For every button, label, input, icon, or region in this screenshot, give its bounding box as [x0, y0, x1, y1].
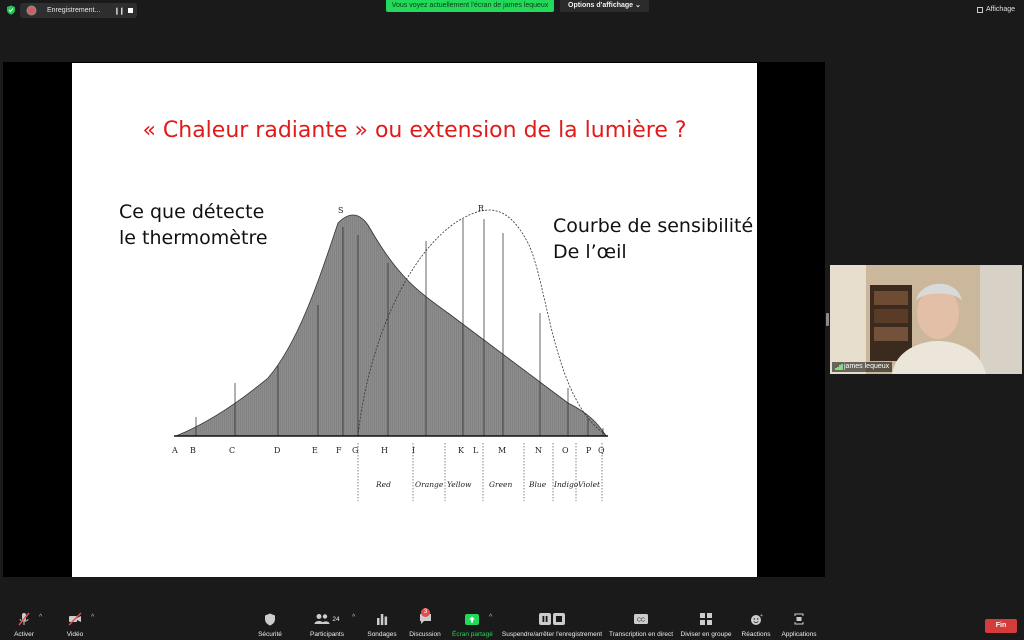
svg-text:Orange: Orange — [415, 480, 444, 489]
participant-name-tag — [832, 362, 892, 372]
breakout-rooms-button[interactable] — [680, 612, 732, 638]
display-button[interactable] — [974, 4, 1018, 16]
share-options-chevron-icon[interactable]: ^ — [489, 614, 493, 621]
microphone-muted-icon — [10, 612, 38, 626]
view-options-label: Options d'affichage — [568, 2, 634, 9]
camera-off-icon — [62, 612, 88, 626]
svg-text:I: I — [412, 446, 416, 455]
participants-count: 24 — [332, 615, 340, 623]
presentation-slide — [72, 63, 757, 577]
svg-text:Blue: Blue — [529, 480, 547, 489]
audio-options-chevron-icon[interactable]: ^ — [39, 614, 43, 621]
pause-stop-recording-label: Suspendre/arrêter l'enregistrement — [501, 631, 603, 638]
svg-text:M: M — [498, 446, 507, 455]
reactions-button[interactable] — [741, 612, 771, 638]
video-button[interactable] — [62, 612, 88, 638]
viewing-screen-banner: Vous voyez actuellement l'écran de james lequeux — [386, 0, 554, 12]
breakout-rooms-icon — [680, 612, 732, 626]
participants-icon — [307, 612, 347, 626]
right-caption-line1: Courbe de sensibilité — [553, 215, 754, 237]
slide-title: « Chaleur radiante » ou extension de la lumière ? — [142, 118, 687, 143]
svg-text:K: K — [458, 446, 464, 455]
right-caption-line2: De l’œil — [553, 241, 627, 263]
svg-text:+: + — [759, 612, 763, 619]
axis-letters — [171, 446, 605, 455]
participant-video-image — [830, 265, 1022, 374]
stop-recording-icon[interactable] — [128, 8, 133, 13]
svg-text:N: N — [535, 446, 542, 455]
peak-label-r: R — [478, 204, 485, 213]
color-labels — [375, 480, 601, 489]
meeting-toolbar — [0, 606, 1024, 640]
share-screen-button[interactable] — [452, 612, 492, 638]
live-transcription-button[interactable] — [609, 612, 673, 638]
svg-text:O: O — [562, 446, 569, 455]
svg-text:E: E — [312, 446, 318, 455]
grid-icon — [977, 7, 983, 13]
signal-strength-icon — [835, 364, 842, 370]
participant-name: james lequeux — [844, 363, 890, 370]
heat-curve — [176, 215, 606, 436]
security-button[interactable] — [255, 612, 285, 638]
left-caption-line1: Ce que détecte — [119, 201, 265, 223]
svg-text:L: L — [473, 446, 479, 455]
chat-button[interactable] — [408, 609, 442, 638]
polls-bar-chart-icon — [367, 612, 397, 626]
apps-label: Applications — [781, 631, 817, 638]
recording-dot-icon — [28, 7, 35, 14]
apps-icon — [780, 612, 818, 626]
participants-options-chevron-icon[interactable]: ^ — [352, 614, 356, 621]
video-panel-resize-handle[interactable] — [826, 313, 829, 326]
svg-text:Violet: Violet — [578, 480, 601, 489]
video-options-chevron-icon[interactable]: ^ — [91, 614, 95, 621]
breakout-rooms-label: Diviser en groupe — [680, 631, 732, 638]
participant-video-tile[interactable] — [830, 265, 1022, 374]
polls-button[interactable] — [367, 612, 397, 638]
svg-text:F: F — [336, 446, 342, 455]
svg-text:G: G — [352, 446, 359, 455]
pause-stop-icon — [500, 612, 604, 626]
shield-icon[interactable] — [6, 5, 16, 15]
security-shield-icon — [255, 612, 285, 626]
pause-stop-recording-button[interactable] — [500, 612, 604, 638]
share-screen-icon — [452, 612, 492, 626]
svg-text:Green: Green — [489, 480, 513, 489]
spectrum-diagram — [168, 203, 618, 523]
video-label: Vidéo — [66, 631, 84, 638]
closed-caption-icon — [609, 612, 673, 626]
svg-text:D: D — [274, 446, 281, 455]
display-label: Affichage — [985, 6, 1015, 13]
peak-label-s: S — [338, 206, 344, 215]
live-transcription-label: Transcription en direct — [609, 631, 674, 638]
reactions-label: Réactions — [741, 631, 771, 638]
security-label: Sécurité — [258, 631, 282, 638]
svg-text:C: C — [229, 446, 236, 455]
pause-recording-icon[interactable]: ❙❙ — [114, 8, 124, 15]
top-bar — [0, 0, 1024, 20]
chevron-down-icon: ⌄ — [635, 2, 641, 9]
unmute-label: Activer — [14, 631, 34, 638]
svg-text:Yellow: Yellow — [447, 480, 472, 489]
svg-text:Red: Red — [376, 480, 391, 489]
apps-button[interactable] — [780, 612, 818, 638]
chat-unread-badge: 3 — [421, 608, 430, 617]
recording-indicator[interactable] — [20, 3, 137, 18]
chat-bubble-icon — [408, 609, 442, 626]
unmute-button[interactable] — [10, 612, 38, 638]
chat-label: Discussion — [409, 631, 441, 638]
left-caption-line2: le thermomètre — [119, 227, 268, 249]
participants-label: Participants — [310, 631, 344, 638]
participants-button[interactable] — [307, 612, 347, 638]
smiley-plus-icon — [741, 612, 771, 626]
polls-label: Sondages — [367, 631, 397, 638]
end-meeting-button[interactable]: Fin — [985, 619, 1017, 633]
svg-text:H: H — [381, 446, 388, 455]
svg-text:CC: CC — [637, 617, 645, 624]
svg-text:P: P — [586, 446, 592, 455]
svg-text:Q: Q — [598, 446, 605, 455]
share-screen-label: Écran partagé — [452, 631, 493, 638]
view-options-button[interactable] — [560, 0, 649, 12]
svg-text:A: A — [172, 446, 178, 455]
recording-label: Enregistrement... — [47, 7, 101, 14]
svg-text:Indigo: Indigo — [554, 480, 579, 489]
svg-text:B: B — [190, 446, 196, 455]
